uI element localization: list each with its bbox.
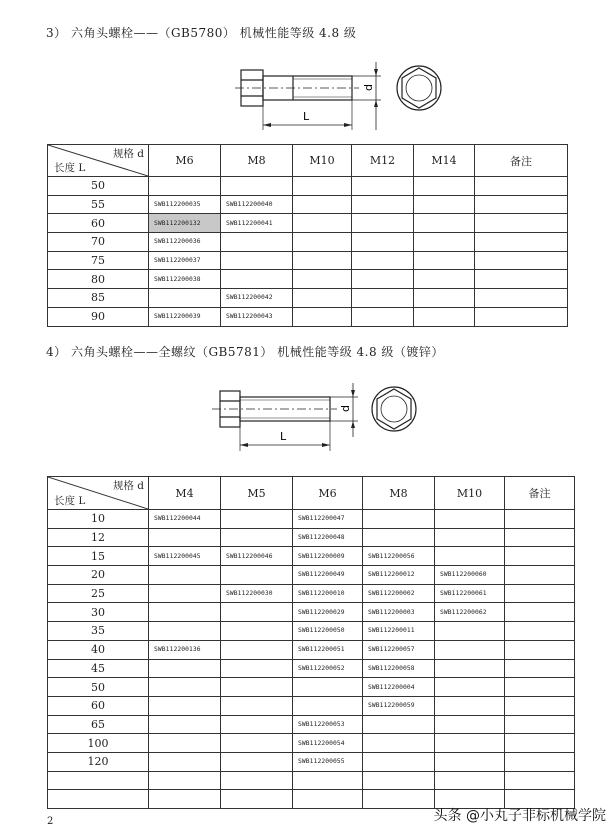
part-code-cell [435, 659, 505, 678]
part-code-cell [363, 752, 435, 771]
part-code-cell [221, 734, 293, 753]
part-code-cell: SWB112200002 [363, 584, 435, 603]
part-code-cell: SWB112200012 [363, 566, 435, 585]
part-code-cell: SWB112200011 [363, 622, 435, 641]
length-cell: 70 [48, 233, 149, 252]
column-header: M8 [221, 145, 293, 177]
part-code-cell [293, 678, 363, 697]
table-row [48, 715, 575, 734]
part-code-cell: SWB112200044 [149, 510, 221, 529]
part-code-cell [221, 678, 293, 697]
part-code-cell: SWB112200004 [363, 678, 435, 697]
bolt-drawing-gb5780 [235, 58, 460, 133]
column-header: M5 [221, 477, 293, 510]
part-code-cell [363, 510, 435, 529]
part-code-cell: SWB112200048 [293, 528, 363, 547]
header-spec-label: 规格 d [112, 148, 144, 160]
part-code-cell [293, 251, 352, 270]
length-cell: 15 [48, 547, 149, 566]
part-code-cell: SWB112200058 [363, 659, 435, 678]
table-row [48, 696, 575, 715]
part-code-cell [293, 270, 352, 289]
part-code-cell [414, 195, 475, 214]
part-code-cell [221, 659, 293, 678]
spec-table-gb5781 [47, 476, 575, 809]
part-code-cell [414, 307, 475, 326]
part-code-cell: SWB112200043 [221, 307, 293, 326]
part-code-cell [221, 270, 293, 289]
table-header-row [48, 477, 575, 510]
part-code-cell: SWB112200060 [435, 566, 505, 585]
part-code-cell [414, 289, 475, 308]
column-header: M6 [293, 477, 363, 510]
part-code-cell [505, 603, 575, 622]
length-cell: 45 [48, 659, 149, 678]
part-code-cell: SWB112200010 [293, 584, 363, 603]
table-row [48, 547, 575, 566]
part-code-cell [221, 177, 293, 196]
length-cell: 50 [48, 678, 149, 697]
column-header: M8 [363, 477, 435, 510]
length-cell: 35 [48, 622, 149, 641]
part-code-cell [414, 177, 475, 196]
table-row [48, 177, 568, 196]
part-code-cell [475, 214, 568, 233]
part-code-cell [435, 528, 505, 547]
part-code-cell: SWB112200038 [149, 270, 221, 289]
part-code-cell [435, 752, 505, 771]
part-code-cell [221, 528, 293, 547]
part-code-cell [221, 752, 293, 771]
table-row [48, 752, 575, 771]
part-code-cell [435, 696, 505, 715]
part-code-cell [505, 547, 575, 566]
part-code-cell [352, 307, 414, 326]
part-code-cell [149, 584, 221, 603]
length-cell: 12 [48, 528, 149, 547]
dim-label-d: d [362, 84, 375, 91]
part-code-cell [505, 752, 575, 771]
part-code-cell [363, 528, 435, 547]
part-code-cell [505, 678, 575, 697]
part-code-cell [293, 790, 363, 809]
part-code-cell: SWB112200030 [221, 584, 293, 603]
part-code-cell [435, 678, 505, 697]
length-cell: 20 [48, 566, 149, 585]
part-code-cell [149, 566, 221, 585]
part-code-cell [435, 771, 505, 790]
length-cell [48, 790, 149, 809]
part-code-cell [352, 270, 414, 289]
part-code-cell [475, 177, 568, 196]
column-header: M4 [149, 477, 221, 510]
length-cell: 30 [48, 603, 149, 622]
table-row [48, 307, 568, 326]
part-code-cell [352, 289, 414, 308]
part-code-cell [293, 771, 363, 790]
part-code-cell: SWB112200051 [293, 640, 363, 659]
table-row [48, 603, 575, 622]
part-code-cell [221, 603, 293, 622]
length-cell: 10 [48, 510, 149, 529]
length-cell: 100 [48, 734, 149, 753]
part-code-cell [435, 715, 505, 734]
part-code-cell [149, 696, 221, 715]
part-code-cell [475, 307, 568, 326]
part-code-cell [149, 603, 221, 622]
length-cell: 65 [48, 715, 149, 734]
part-code-cell: SWB112200046 [221, 547, 293, 566]
column-header: M10 [293, 145, 352, 177]
table-row [48, 678, 575, 697]
table-row [48, 195, 568, 214]
part-code-cell: SWB112200050 [293, 622, 363, 641]
part-code-cell [293, 177, 352, 196]
table-row [48, 528, 575, 547]
column-header: M12 [352, 145, 414, 177]
watermark: 头条 @小丸子非标机械学院 [433, 808, 606, 824]
length-cell: 25 [48, 584, 149, 603]
part-code-cell: SWB112200057 [363, 640, 435, 659]
column-header: M10 [435, 477, 505, 510]
part-code-cell: SWB112200052 [293, 659, 363, 678]
table-row [48, 584, 575, 603]
part-code-cell [352, 195, 414, 214]
part-code-cell [293, 233, 352, 252]
part-code-cell [414, 233, 475, 252]
part-code-cell [352, 251, 414, 270]
part-code-cell: SWB112200047 [293, 510, 363, 529]
part-code-cell [149, 790, 221, 809]
table-row [48, 640, 575, 659]
part-code-cell [505, 622, 575, 641]
bolt-drawing-gb5781 [212, 381, 432, 453]
header-corner-cell [48, 477, 149, 510]
part-code-cell [149, 289, 221, 308]
part-code-cell [221, 251, 293, 270]
part-code-cell [149, 771, 221, 790]
table-row [48, 771, 575, 790]
part-code-cell [293, 307, 352, 326]
column-header: 备注 [475, 145, 568, 177]
table-row [48, 233, 568, 252]
part-code-cell [505, 528, 575, 547]
part-code-cell [505, 510, 575, 529]
part-code-cell: SWB112200035 [149, 195, 221, 214]
length-cell: 85 [48, 289, 149, 308]
part-code-cell [149, 659, 221, 678]
column-header: 备注 [505, 477, 575, 510]
section-heading-gb5780: 3） 六角头螺栓——（GB5780） 机械性能等级 4.8 级 [46, 26, 357, 40]
part-code-cell [149, 715, 221, 734]
length-cell: 40 [48, 640, 149, 659]
table-row [48, 289, 568, 308]
part-code-cell [221, 771, 293, 790]
part-code-cell [352, 177, 414, 196]
part-code-cell [414, 214, 475, 233]
section-heading-gb5781: 4） 六角头螺栓——全螺纹（GB5781） 机械性能等级 4.8 级（镀锌） [46, 345, 444, 359]
part-code-cell: SWB112200003 [363, 603, 435, 622]
length-cell: 50 [48, 177, 149, 196]
part-code-cell: SWB112200054 [293, 734, 363, 753]
part-code-cell: SWB112200062 [435, 603, 505, 622]
header-corner-cell [48, 145, 149, 177]
table-row [48, 659, 575, 678]
part-code-cell: SWB112200136 [149, 640, 221, 659]
part-code-cell [475, 233, 568, 252]
part-code-cell [505, 584, 575, 603]
table-row [48, 566, 575, 585]
part-code-cell [149, 622, 221, 641]
length-cell: 60 [48, 214, 149, 233]
part-code-cell: SWB112200055 [293, 752, 363, 771]
part-code-cell [363, 715, 435, 734]
length-cell: 60 [48, 696, 149, 715]
table-row [48, 734, 575, 753]
part-code-cell [149, 752, 221, 771]
part-code-cell: SWB112200009 [293, 547, 363, 566]
part-code-cell [221, 715, 293, 734]
part-code-cell: SWB112200132 [149, 214, 221, 233]
part-code-cell [475, 195, 568, 214]
part-code-cell [363, 771, 435, 790]
part-code-cell [221, 640, 293, 659]
part-code-cell: SWB112200042 [221, 289, 293, 308]
table-row [48, 251, 568, 270]
part-code-cell: SWB112200039 [149, 307, 221, 326]
part-code-cell: SWB112200037 [149, 251, 221, 270]
part-code-cell: SWB112200053 [293, 715, 363, 734]
part-code-cell [435, 640, 505, 659]
part-code-cell [293, 214, 352, 233]
part-code-cell [435, 547, 505, 566]
part-code-cell [435, 622, 505, 641]
part-code-cell [414, 270, 475, 289]
header-length-label: 长度 L [54, 495, 86, 507]
spec-table-gb5780 [47, 144, 568, 327]
part-code-cell [221, 233, 293, 252]
part-code-cell: SWB112200040 [221, 195, 293, 214]
part-code-cell [293, 289, 352, 308]
part-code-cell [221, 790, 293, 809]
length-cell: 75 [48, 251, 149, 270]
part-code-cell [149, 734, 221, 753]
part-code-cell [505, 771, 575, 790]
part-code-cell [352, 214, 414, 233]
part-code-cell [221, 622, 293, 641]
length-cell: 120 [48, 752, 149, 771]
part-code-cell [505, 715, 575, 734]
part-code-cell [435, 510, 505, 529]
part-code-cell [221, 566, 293, 585]
header-spec-label: 规格 d [112, 480, 144, 492]
part-code-cell: SWB112200049 [293, 566, 363, 585]
part-code-cell: SWB112200041 [221, 214, 293, 233]
part-code-cell [363, 734, 435, 753]
part-code-cell [149, 528, 221, 547]
table-header-row [48, 145, 568, 177]
part-code-cell [293, 195, 352, 214]
part-code-cell: SWB112200056 [363, 547, 435, 566]
header-length-label: 长度 L [54, 162, 86, 174]
part-code-cell [414, 251, 475, 270]
part-code-cell [505, 734, 575, 753]
length-cell: 90 [48, 307, 149, 326]
length-cell [48, 771, 149, 790]
table-row [48, 622, 575, 641]
part-code-cell: SWB112200061 [435, 584, 505, 603]
part-code-cell [149, 177, 221, 196]
part-code-cell [475, 251, 568, 270]
part-code-cell [505, 640, 575, 659]
dim-label-l: L [303, 110, 310, 123]
part-code-cell [363, 790, 435, 809]
part-code-cell: SWB112200036 [149, 233, 221, 252]
part-code-cell: SWB112200029 [293, 603, 363, 622]
part-code-cell [475, 289, 568, 308]
length-cell: 80 [48, 270, 149, 289]
column-header: M6 [149, 145, 221, 177]
page-number: 2 [47, 816, 54, 827]
part-code-cell [221, 510, 293, 529]
part-code-cell [435, 734, 505, 753]
length-cell: 55 [48, 195, 149, 214]
dim-label-l: L [280, 430, 287, 443]
part-code-cell [293, 696, 363, 715]
part-code-cell [505, 566, 575, 585]
part-code-cell [221, 696, 293, 715]
table-row [48, 214, 568, 233]
part-code-cell [475, 270, 568, 289]
part-code-cell [352, 233, 414, 252]
table-row [48, 510, 575, 529]
part-code-cell [505, 659, 575, 678]
part-code-cell [505, 696, 575, 715]
part-code-cell: SWB112200059 [363, 696, 435, 715]
dim-label-d: d [339, 405, 352, 412]
table-row [48, 270, 568, 289]
part-code-cell [149, 678, 221, 697]
column-header: M14 [414, 145, 475, 177]
part-code-cell: SWB112200045 [149, 547, 221, 566]
